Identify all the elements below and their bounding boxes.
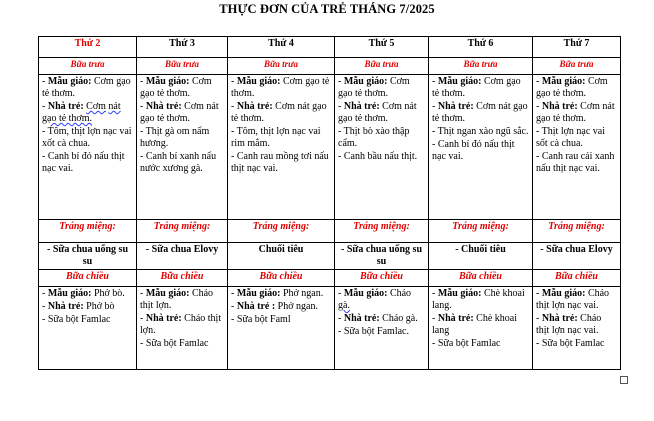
afternoon-label: Bữa chiều [66, 271, 109, 282]
lunch-label: Bữa trưa [70, 59, 105, 69]
menu-line: - Nhà trẻ: Cơm nát gạo tẻ thơm. [536, 101, 615, 124]
menu-line: - Mẫu giáo: Cơm gạo tẻ thơm. [140, 76, 212, 99]
menu-line: - Thịt gà om nấm hương. [140, 126, 210, 149]
page-title: THỰC ĐƠN CỦA TRẺ THÁNG 7/2025 [219, 2, 435, 16]
afternoon-header [335, 270, 429, 287]
lunch-header [335, 58, 429, 75]
menu-line: - Mẫu giáo: Phở ngan. [231, 288, 324, 299]
dessert-cell-tue: - Sữa chua Elovy [137, 243, 228, 270]
menu-line: - Mẫu giáo: Cháo thịt lợn nạc vai. [536, 288, 610, 311]
lunch-cell-sat [533, 75, 621, 220]
lunch-label: Bữa trưa [263, 59, 299, 69]
day-header-tue: Thứ 3 [137, 37, 228, 58]
dessert-header [429, 220, 533, 243]
menu-line: - Mẫu giáo: Chè khoai lang. [432, 288, 525, 311]
menu-line: - Sữa bột Famlac [432, 338, 501, 349]
lunch-label: Bữa trưa [463, 59, 498, 69]
menu-line: - Sữa bột Faml [231, 314, 291, 325]
menu-line: - Sữa bột Famlac [140, 338, 209, 349]
lunch-body-row [39, 75, 621, 220]
day-header-row [39, 37, 621, 58]
menu-line: - Sữa bột Famlac [536, 338, 605, 349]
menu-line: - Canh bí xanh nấu nước xương gà. [140, 151, 217, 174]
lunch-header [429, 58, 533, 75]
menu-line: - Nhà trẻ: Phở bò [42, 301, 115, 312]
menu-line: - Nhà trẻ: Cháo thịt lợn nạc vai. [536, 313, 602, 336]
afternoon-header [228, 270, 335, 287]
dessert-header [39, 220, 137, 243]
menu-line: - Mẫu giáo: Cơm gạo tẻ thơm. [536, 76, 608, 99]
menu-line: - Mẫu giáo: Cháo gà. [338, 288, 412, 311]
lunch-cell-wed [228, 75, 335, 220]
dessert-label: Tráng miệng: [252, 221, 310, 232]
lunch-cell-thu [335, 75, 429, 220]
menu-line: - Nhà trẻ: Cháo thịt lợn. [140, 313, 222, 336]
lunch-header [228, 58, 335, 75]
lunch-cell-tue [137, 75, 228, 220]
menu-line: - Mẫu giáo: Cơm gạo tẻ thơm. [42, 76, 131, 99]
dessert-header [228, 220, 335, 243]
menu-line: - Nhà trẻ: Cơm nát gạo tẻ thơm. [231, 101, 327, 124]
dessert-cell-sat: - Sữa chua Elovy [533, 243, 621, 270]
dessert-row [39, 243, 621, 270]
afternoon-label: Bữa chiều [259, 271, 303, 282]
menu-line: - Nhà trẻ: Cơm nát gạo tẻ thơm. [432, 101, 528, 124]
lunch-header [533, 58, 621, 75]
menu-line: - Mẫu giáo: Cơm gạo tẻ thơm. [338, 76, 410, 99]
dessert-cell-mon: - Sữa chua uống su su [39, 243, 137, 270]
dessert-header-row [39, 220, 621, 243]
menu-line: - Sữa bột Famlac [42, 314, 111, 325]
lunch-header [137, 58, 228, 75]
dessert-cell-fri: - Chuối tiêu [429, 243, 533, 270]
afternoon-cell-sat [533, 287, 621, 370]
day-header-wed: Thứ 4 [228, 37, 335, 58]
dessert-cell-thu: - Sữa chua uống su su [335, 243, 429, 270]
afternoon-label: Bữa chiều [160, 271, 204, 282]
menu-line: - Canh rau cải xanh nấu thịt nạc vai. [536, 151, 615, 174]
dessert-cell-wed: Chuối tiêu [228, 243, 335, 270]
lunch-cell-fri [429, 75, 533, 220]
dessert-label: Tráng miệng: [353, 221, 410, 232]
afternoon-cell-fri [429, 287, 533, 370]
dessert-header [137, 220, 228, 243]
lunch-label: Bữa trưa [559, 59, 594, 69]
afternoon-header [137, 270, 228, 287]
afternoon-header [533, 270, 621, 287]
afternoon-header-row [39, 270, 621, 287]
menu-line: - Canh bầu nấu thịt. [338, 151, 418, 162]
menu-line: - Sữa bột Famlac. [338, 326, 409, 337]
menu-line: - Canh bí đỏ nấu thịt nạc vai. [42, 151, 125, 174]
lunch-cell-mon [39, 75, 137, 220]
lunch-label: Bữa trưa [164, 59, 200, 69]
day-header-mon: Thứ 2 [39, 37, 137, 58]
menu-line: - Thịt lợn nạc vai sốt cà chua. [536, 126, 605, 149]
day-header-fri: Thứ 6 [429, 37, 533, 58]
menu-line: - Nhà trẻ: Cơm nát gạo tẻ thơm. [140, 101, 219, 124]
table-resize-handle[interactable] [620, 376, 628, 384]
day-header-sat: Thứ 7 [533, 37, 621, 58]
afternoon-header [39, 270, 137, 287]
menu-table [38, 36, 621, 370]
dessert-header [533, 220, 621, 243]
dessert-header [335, 220, 429, 243]
menu-line: - Canh bí đỏ nấu thịt nạc vai. [432, 139, 515, 162]
menu-line: - Tôm, thịt lợn nạc vai xốt cà chua. [42, 126, 132, 149]
menu-line: - Tôm, thịt lợn nạc vai rim mắm. [231, 126, 321, 149]
menu-line: - Mẫu giáo: Cơm gạo tẻ thơm. [432, 76, 521, 99]
lunch-header [39, 58, 137, 75]
dessert-label: Tráng miệng: [153, 221, 211, 232]
menu-line: - Nhà trẻ : Phở ngan. [231, 301, 318, 312]
afternoon-cell-mon [39, 287, 137, 370]
lunch-label: Bữa trưa [364, 59, 399, 69]
day-header-thu: Thứ 5 [335, 37, 429, 58]
dessert-label: Tráng miệng: [452, 221, 509, 232]
afternoon-label: Bữa chiều [555, 271, 598, 282]
menu-line: - Nhà trẻ: Cháo gà. [338, 313, 418, 324]
afternoon-cell-wed [228, 287, 335, 370]
menu-line: - Nhà trẻ: Cơm nát gạo tẻ thơm. [42, 101, 121, 124]
afternoon-label: Bữa chiều [360, 271, 403, 282]
afternoon-cell-thu [335, 287, 429, 370]
afternoon-header [429, 270, 533, 287]
menu-line: - Mẫu giáo: Cơm gạo tẻ thơm. [231, 76, 330, 99]
afternoon-body-row [39, 287, 621, 370]
menu-line: - Nhà trẻ: Cơm nát gạo tẻ thơm. [338, 101, 417, 124]
menu-line: - Thịt ngan xào ngũ sắc. [432, 126, 529, 137]
menu-line: - Thịt bò xào thập cẩm. [338, 126, 410, 149]
menu-line: - Mẫu giáo: Phở bò. [42, 288, 125, 299]
afternoon-label: Bữa chiều [459, 271, 502, 282]
dessert-label: Tráng miệng: [59, 221, 116, 232]
lunch-header-row [39, 58, 621, 75]
dessert-label: Tráng miệng: [548, 221, 605, 232]
menu-line: - Canh rau mồng tơi nấu thịt nạc vai. [231, 151, 329, 174]
menu-line: - Nhà trẻ: Chè khoai lang [432, 313, 517, 336]
menu-line: - Mẫu giáo: Cháo thịt lợn. [140, 288, 214, 311]
afternoon-cell-tue [137, 287, 228, 370]
